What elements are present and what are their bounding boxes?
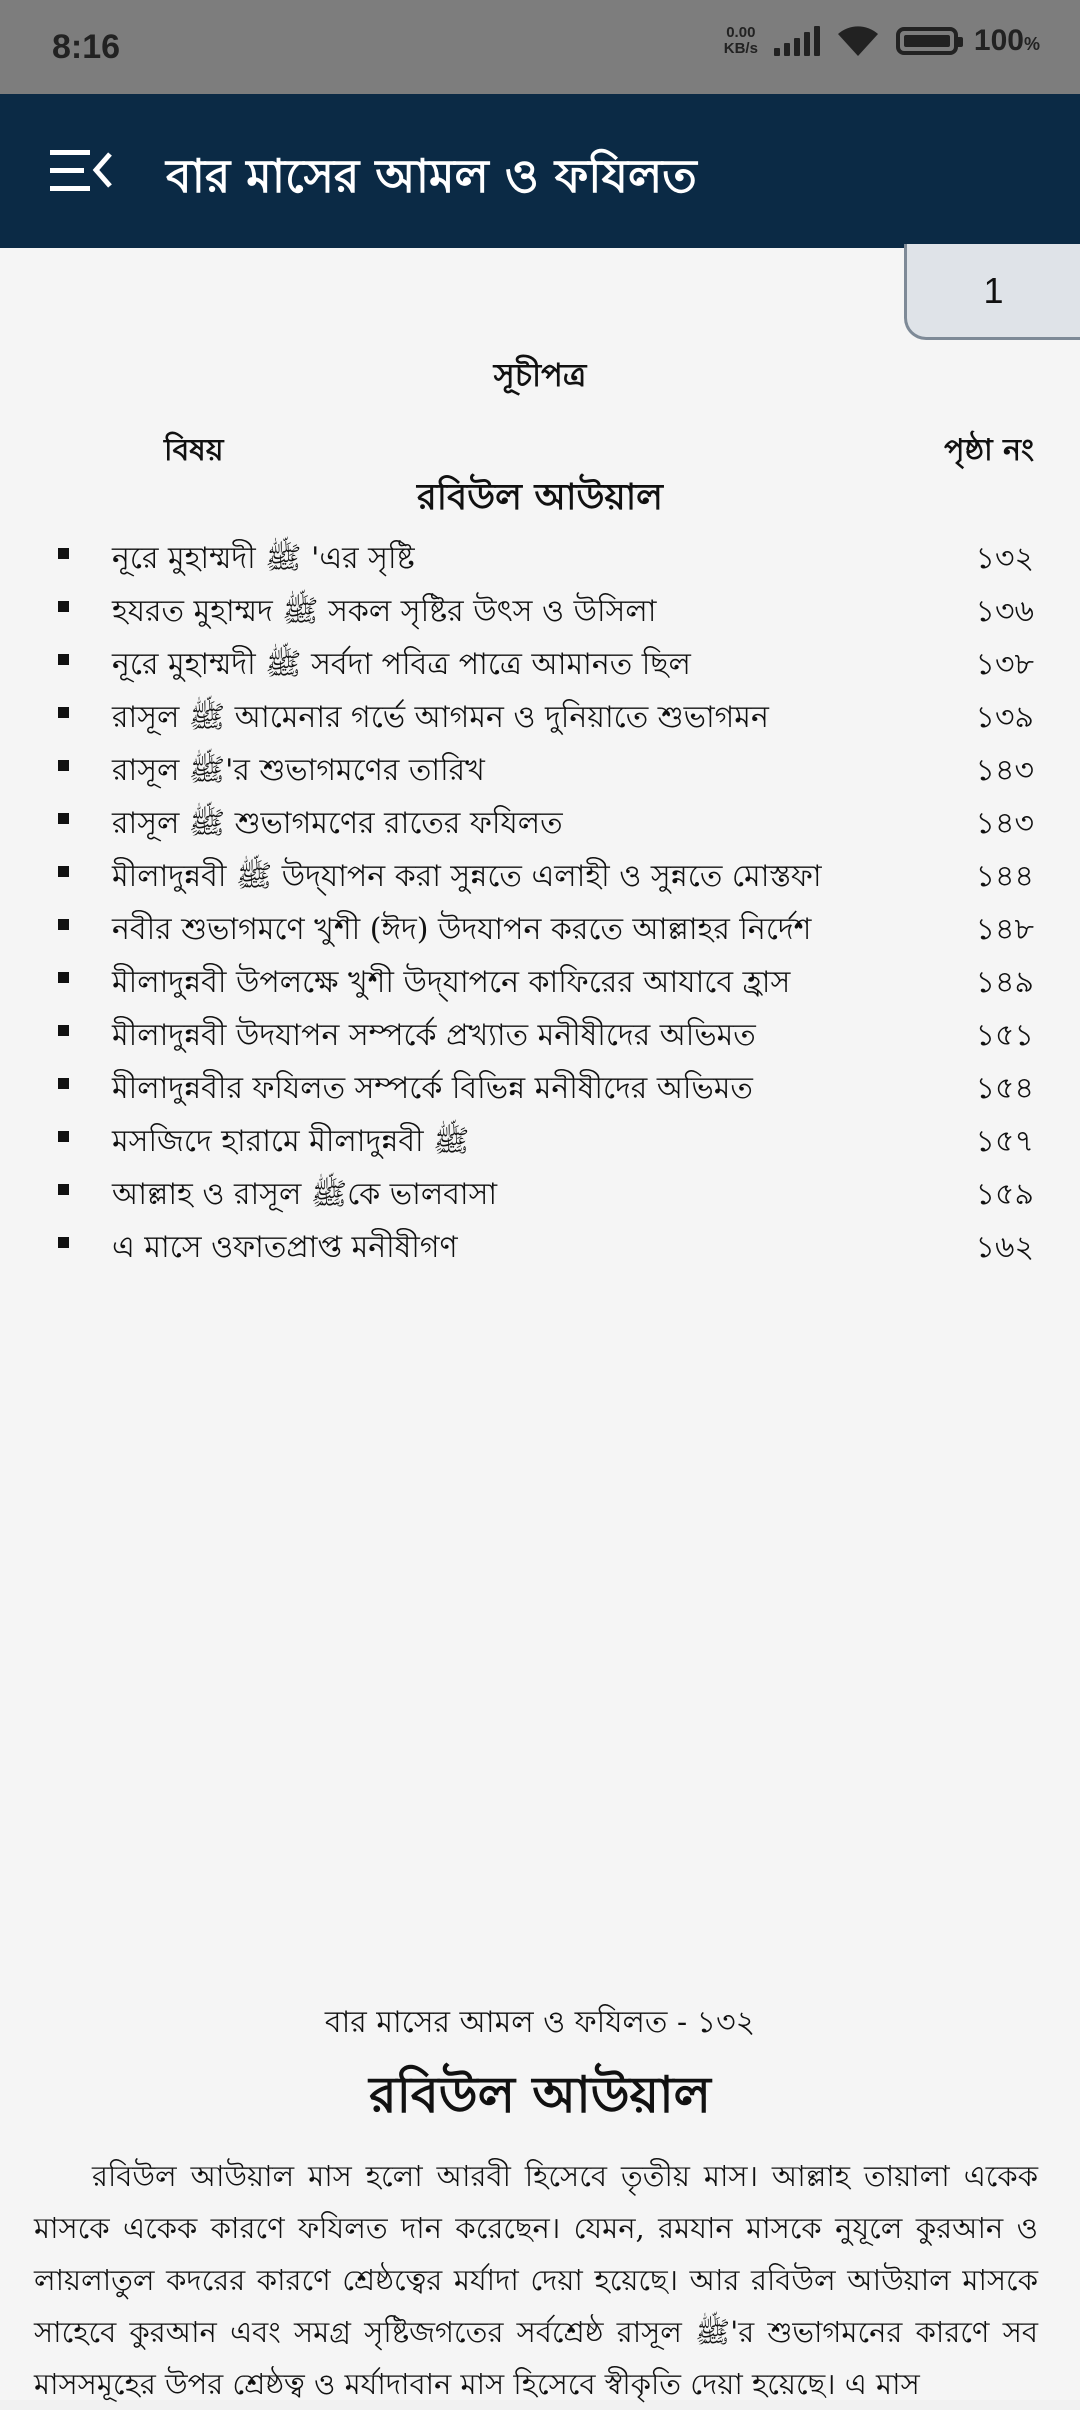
toc-item-title: মীলাদুন্নবী উপলক্ষে খুশী উদ্‌যাপনে কাফিরের আযাবে হ্রাস xyxy=(112,965,791,1000)
bullet-icon xyxy=(58,1184,69,1195)
network-speed-value: 0.00 xyxy=(726,24,756,41)
toc-item-title: আল্লাহ ও রাসূল ﷺকে ভালবাসা xyxy=(112,1177,498,1212)
bullet-icon xyxy=(58,813,69,824)
toc-heading: সূচীপত্র xyxy=(493,356,587,394)
toc-item[interactable] xyxy=(0,583,1080,636)
toc-item[interactable] xyxy=(0,742,1080,795)
toc-item-title: মসজিদে হারামে মীলাদুন্নবী ﷺ xyxy=(112,1124,470,1159)
bullet-icon xyxy=(58,972,69,983)
toc-item-title: হযরত মুহাম্মদ ﷺ সকল সৃষ্টির উৎস ও উসিলা xyxy=(112,594,657,629)
toc-item[interactable] xyxy=(0,1060,1080,1113)
toc-item[interactable] xyxy=(0,1166,1080,1219)
bullet-icon xyxy=(58,1131,69,1142)
toc-item-page: ১৩৮ xyxy=(975,647,1034,682)
toc-item-title: মীলাদুন্নবী ﷺ উদ্‌যাপন করা সুন্নতে এলাহী ও সুন্নতে মোস্তফা xyxy=(112,859,822,894)
page-number-badge[interactable]: 1 xyxy=(904,244,1080,340)
bullet-icon xyxy=(58,760,69,771)
toc-item-title: নূরে মুহাম্মদী ﷺ 'এর সৃষ্টি xyxy=(112,541,415,576)
page-header: বার মাসের আমল ও ফযিলত - ১৩২ xyxy=(324,2005,756,2040)
toc-item-page: ১৪৪ xyxy=(975,859,1034,894)
toc-item-title: মীলাদুন্নবীর ফযিলত সম্পর্কে বিভিন্ন মনীষীদের অভিমত xyxy=(112,1071,753,1106)
toc-item-title: রাসূল ﷺ আমেনার গর্ভে আগমন ও দুনিয়াতে শুভাগমন xyxy=(112,700,769,735)
status-icons xyxy=(724,24,1040,58)
app-title: বার মাসের আমল ও ফযিলত xyxy=(166,149,697,203)
reader-content[interactable] xyxy=(0,248,1080,2400)
toc-item-page: ১৪৩ xyxy=(975,806,1034,841)
signal-icon xyxy=(774,26,820,56)
toc-item[interactable] xyxy=(0,689,1080,742)
bullet-icon xyxy=(58,1025,69,1036)
network-speed-unit: KB/s xyxy=(723,40,758,57)
bullet-icon xyxy=(58,601,69,612)
page-section-title: রবিউল আউয়াল xyxy=(369,2065,711,2124)
toc-item[interactable] xyxy=(0,1219,1080,1272)
battery-icon xyxy=(896,27,958,55)
bullet-icon xyxy=(58,919,69,930)
toc-item-title: নবীর শুভাগমণে খুশী (ঈদ) উদযাপন করতে আল্লাহর নির্দেশ xyxy=(112,912,812,947)
bullet-icon xyxy=(58,707,69,718)
body-paragraph: রবিউল আউয়াল মাস হলো আরবী হিসেবে তৃতীয় মাস। আল্লাহ তায়ালা একেক মাসকে একেক কারণে ফযিলত দান করেছেন। যেমন, রমযান মাসকে নুযূলে কুরআন ও লায়লাতুল কদরের কারণে শ্রেষ্ঠত্বের মর্যাদা দেয়া হয়েছে। আর রবিউল আউয়াল মাসকে সাহেবে কুরআন এবং সমগ্র সৃষ্টিজগতের সর্বশ্রেষ্ঠ রাসূল ﷺ'র শুভাগমনের কারণে সব মাসসমূহের উপর শ্রেষ্ঠত্ব ও মর্যাদাবান মাস হিসেবে স্বীকৃতি দেয়া হয়েছে। এ মাস xyxy=(34,2159,1038,2401)
toc-item-page: ১৫৭ xyxy=(975,1124,1034,1159)
toc-item-title: মীলাদুন্নবী উদযাপন সম্পর্কে প্রখ্যাত মনীষীদের অভিমত xyxy=(112,1018,756,1053)
toc-item[interactable] xyxy=(0,530,1080,583)
status-time: 8:16 xyxy=(52,28,121,66)
status-bar xyxy=(0,0,1080,94)
battery-level: 100% xyxy=(973,24,1040,57)
toc-item-title: রাসূল ﷺ'র শুভাগমণের তারিখ xyxy=(112,753,485,788)
toc-list xyxy=(0,530,1080,1272)
bullet-icon xyxy=(58,866,69,877)
toc-item-title: এ মাসে ওফাতপ্রাপ্ত মনীষীগণ xyxy=(112,1230,458,1265)
bullet-icon xyxy=(58,1237,69,1248)
toc-column-subject: বিষয় xyxy=(164,433,224,468)
bullet-icon xyxy=(58,548,69,559)
toc-item[interactable] xyxy=(0,954,1080,1007)
bullet-icon xyxy=(58,654,69,665)
app-bar xyxy=(0,94,1080,248)
toc-item[interactable] xyxy=(0,795,1080,848)
toc-item[interactable] xyxy=(0,848,1080,901)
toc-section-title: রবিউল আউয়াল xyxy=(416,476,664,518)
toc-item-page: ১৩৯ xyxy=(975,700,1034,735)
toc-item-page: ১৫৪ xyxy=(975,1071,1034,1106)
bullet-icon xyxy=(58,1078,69,1089)
network-speed xyxy=(724,25,758,57)
toc-item-page: ১৩৬ xyxy=(975,594,1034,629)
toc-column-page: পৃষ্ঠা নং xyxy=(944,433,1034,468)
toc-item-page: ১৩২ xyxy=(975,541,1034,576)
toc-item[interactable] xyxy=(0,1113,1080,1166)
toc-item-title: নূরে মুহাম্মদী ﷺ সর্বদা পবিত্র পাত্রে আমানত ছিল xyxy=(112,647,691,682)
toc-item-page: ১৬২ xyxy=(975,1230,1034,1265)
toc-item[interactable] xyxy=(0,636,1080,689)
toc-item-page: ১৫৯ xyxy=(975,1177,1034,1212)
toc-item[interactable] xyxy=(0,1007,1080,1060)
wifi-icon xyxy=(836,24,880,58)
toc-item-page: ১৫১ xyxy=(975,1018,1034,1053)
toc-item-page: ১৪৮ xyxy=(975,912,1034,947)
toc-item-title: রাসূল ﷺ শুভাগমণের রাতের ফযিলত xyxy=(112,806,563,841)
menu-collapse-icon[interactable] xyxy=(46,144,116,198)
toc-item-page: ১৪৩ xyxy=(975,753,1034,788)
toc-item-page: ১৪৯ xyxy=(975,965,1034,1000)
toc-item[interactable] xyxy=(0,901,1080,954)
